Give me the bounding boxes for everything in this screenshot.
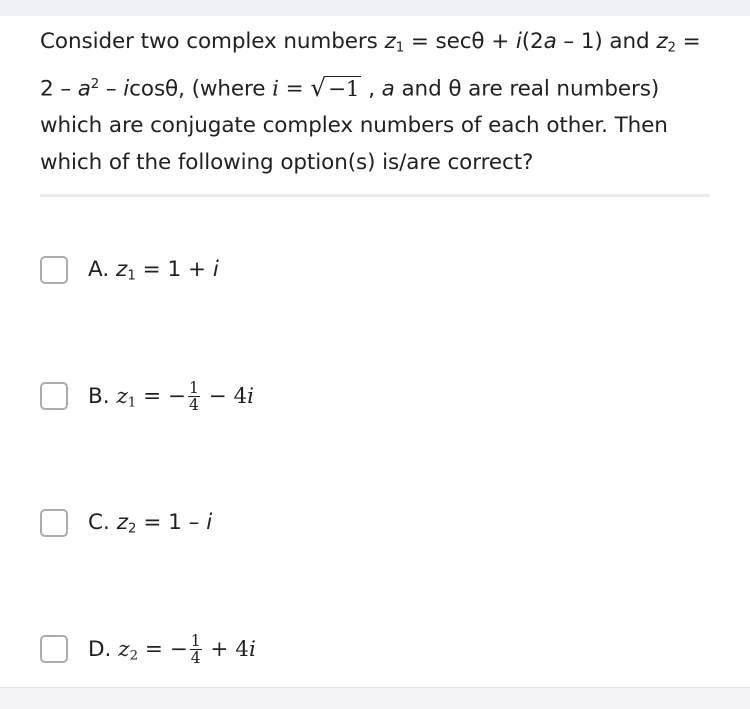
option-c-label[interactable]: C. $z_2 = 1 - i$ (88, 510, 213, 537)
option-c-checkbox[interactable] (40, 509, 68, 537)
option-d-checkbox[interactable] (40, 635, 68, 663)
option-a-label[interactable]: A. $z_1 = 1 + i$ (88, 257, 219, 284)
question-line-2: $2 - a^2$ – icosθ, (where i = √−1 , a and θ are real numbers) (40, 67, 720, 108)
divider (40, 194, 710, 197)
option-d-label[interactable]: D. $z_2$ = − $\frac{1}{4}$ + 4i (88, 632, 256, 668)
top-strip (0, 0, 750, 16)
option-a-checkbox[interactable] (40, 256, 68, 284)
option-b[interactable] (40, 379, 640, 415)
option-c[interactable] (40, 509, 640, 541)
option-b-label[interactable]: B. $z_1$ = − $\frac{1}{4}$ − 4i (88, 379, 255, 415)
sqrt-expression: √−1 (310, 72, 360, 102)
option-b-checkbox[interactable] (40, 382, 68, 410)
question-text (40, 24, 720, 181)
question-line-1: Consider two complex numbers $z_1 = \sec\theta + i(2a - 1)$ and $z_2$ = (40, 29, 701, 56)
bottom-strip (0, 687, 750, 709)
question-line-3: which are conjugate complex numbers of each other. Then (40, 113, 668, 139)
question-line-4: which of the following option(s) is/are correct? (40, 149, 534, 175)
option-d[interactable] (40, 632, 640, 668)
option-a[interactable] (40, 256, 640, 288)
fraction: $\frac{1}{4}$ (188, 379, 199, 415)
fraction: $\frac{1}{4}$ (190, 632, 201, 668)
